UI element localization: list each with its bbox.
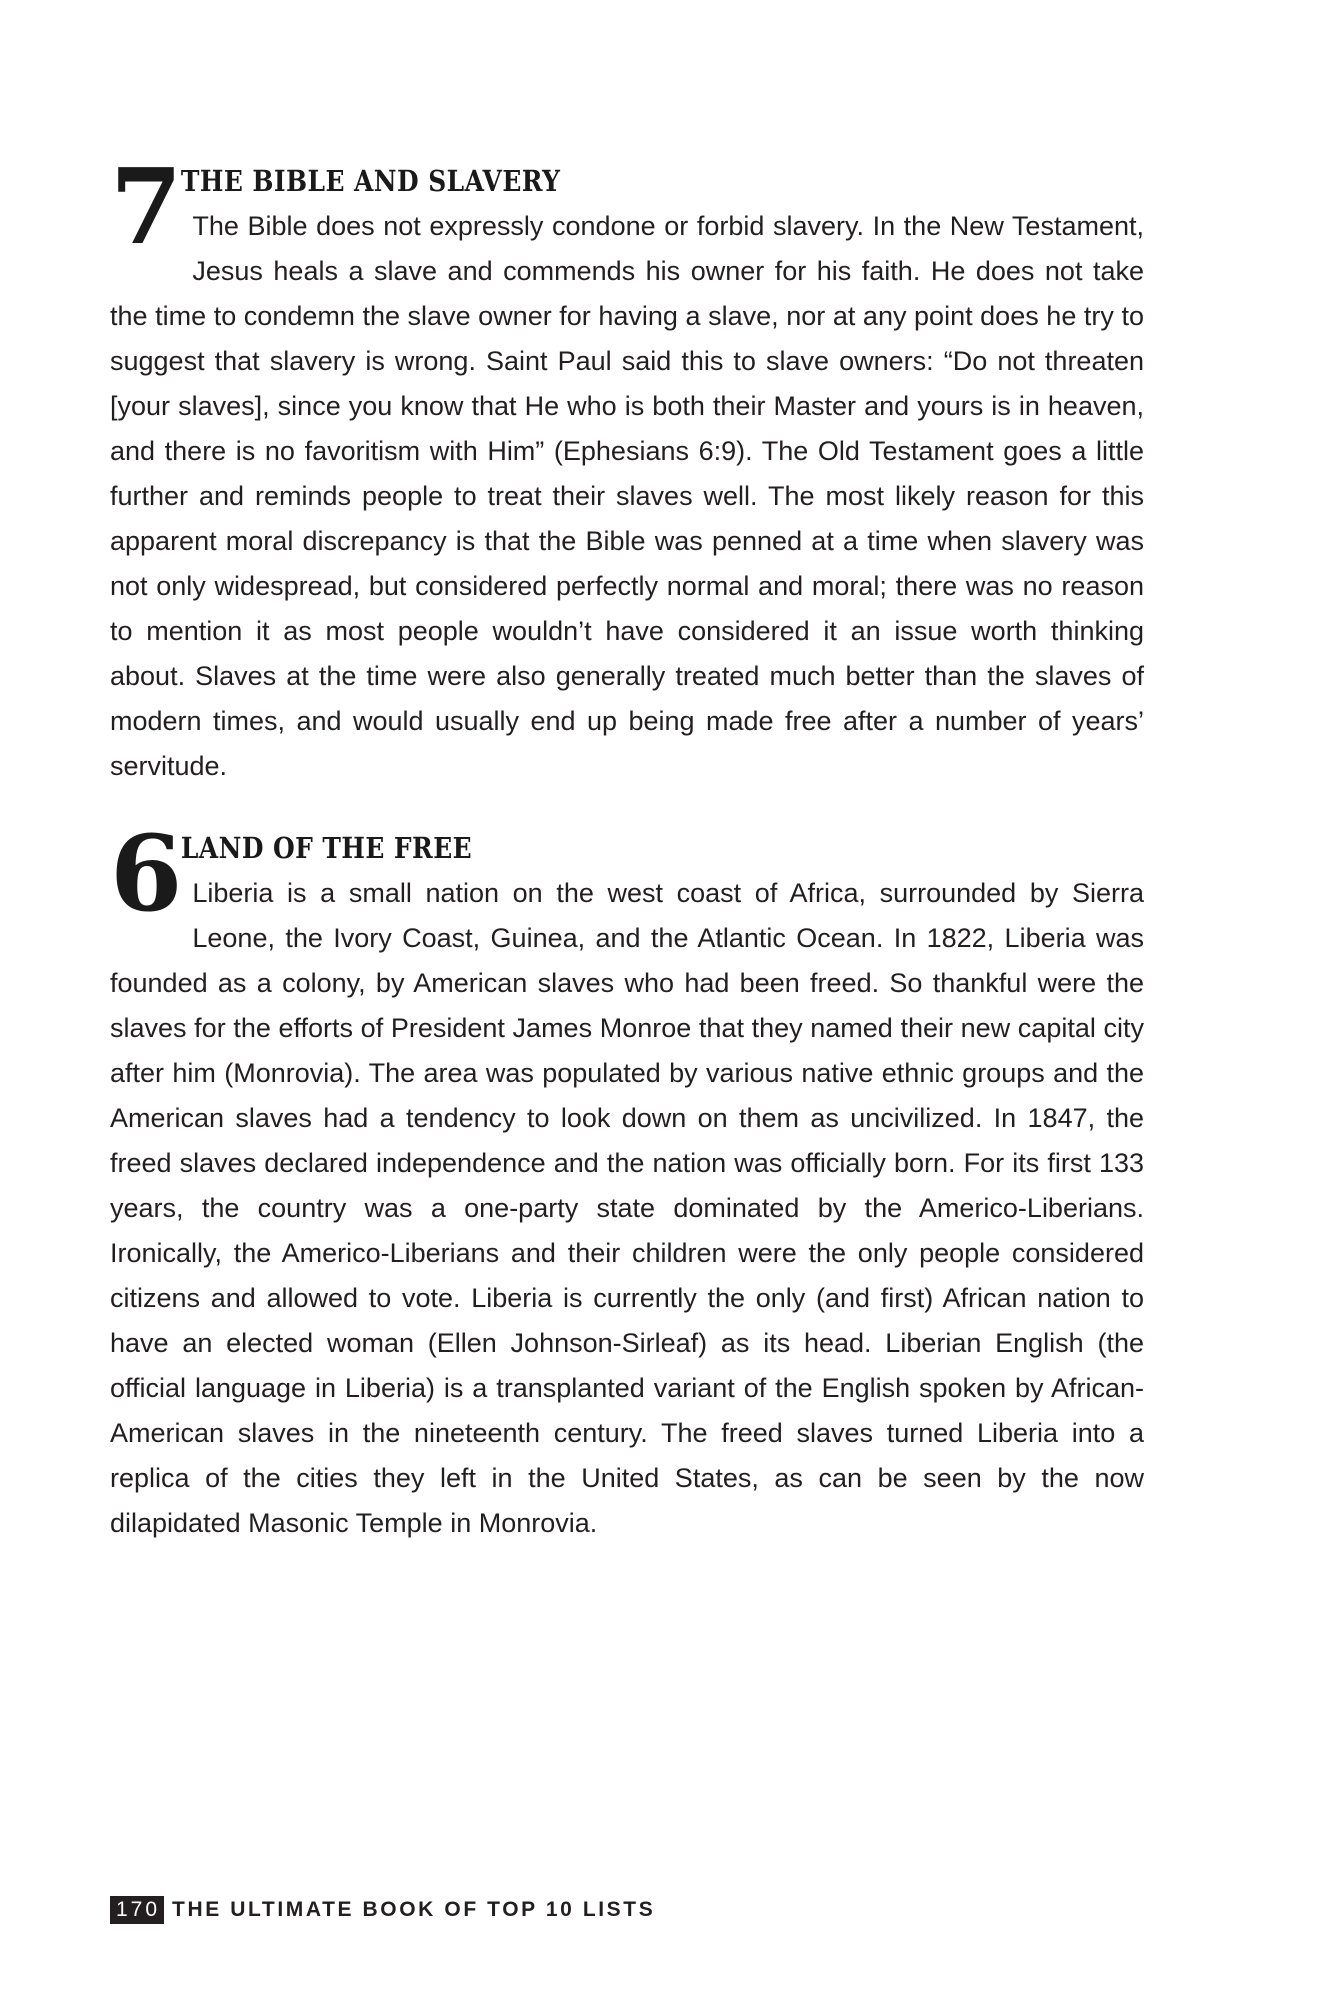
page-number: 170 xyxy=(110,1896,164,1924)
page-content xyxy=(110,145,1144,1546)
entry-title: LAND OF THE FREE xyxy=(180,831,473,865)
entry-body-text: Liberia is a small nation on the west coast of Africa, surrounded by Sierra Leone, the Ivory Coast, Guinea, and the Atlantic Ocean. In 1822, Liberia was founded as a colony, by American slaves who had been freed. So thankful were the slaves for the efforts of President James Monroe that they named their new capital city after him (Monrovia). The area was populated by various native ethnic groups and the American slaves had a tendency to look down on them as uncivilized. In 1847, the freed slaves declared independence and the nation was officially born. For its first 133 years, the country was a one-party state dominated by the Americo-Liberians. Ironically, the Americo-Liberians and their children were the only people considered citizens and allowed to vote. Liberia is currently the only (and first) African nation to have an elected woman (Ellen Johnson-Sirleaf) as its head. Liberian English (the official language in Liberia) is a transplanted variant of the English spoken by African-American slaves in the nineteenth century. The freed slaves turned Liberia into a replica of the cities they left in the United States, as can be seen by the now dilapidated Masonic Temple in Monrovia. xyxy=(110,878,1144,1538)
entry-rank-number: 6 xyxy=(110,812,181,935)
list-entry-7 xyxy=(110,145,1144,789)
entry-body-text: The Bible does not expressly condone or forbid slavery. In the New Testament, Jesus heals a slave and commends his owner for his faith. He does not take the time to condemn the slave owner for having a slave, nor at any point does he try to suggest that slavery is wrong. Saint Paul said this to slave owners: “Do not threaten [your slaves], since you know that He who is both their Master and yours is in heaven, and there is no favoritism with Him” (Ephesians 6:9). The Old Testament goes a little further and reminds people to treat their slaves well. The most likely reason for this apparent moral discrepancy is that the Bible was penned at a time when slavery was not only widespread, but considered perfectly normal and moral; there was no reason to mention it as most people wouldn’t have considered it an issue worth thinking about. Slaves at the time were also generally treated much better than the slaves of modern times, and would usually end up being made free after a number of years’ servitude. xyxy=(110,211,1144,781)
entry-title: THE BIBLE AND SLAVERY xyxy=(180,164,561,198)
page-footer xyxy=(110,1896,655,1924)
running-book-title: THE ULTIMATE BOOK OF TOP 10 LISTS xyxy=(172,1898,656,1921)
entry-rank-number: 7 xyxy=(110,145,181,268)
list-entry-6 xyxy=(110,812,1144,1546)
